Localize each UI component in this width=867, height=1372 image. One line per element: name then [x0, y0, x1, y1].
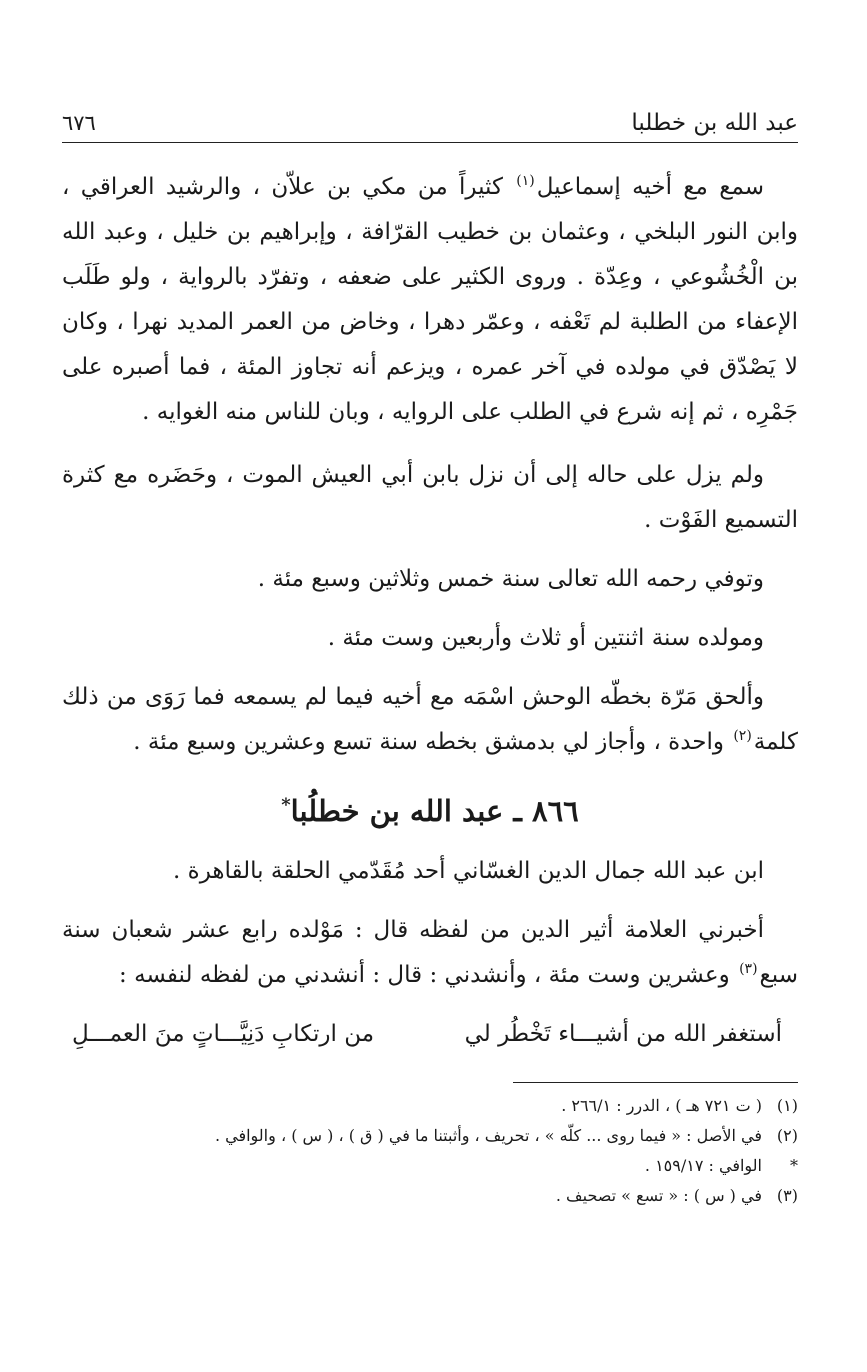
paragraph-entry-report-part1: أخبرني العلامة أثير الدين من لفظه قال : مَوْلده رابع عشر شعبان سنة سبع [62, 917, 798, 988]
footnotes [62, 1091, 798, 1211]
paragraph-biography [62, 165, 798, 435]
page-number: ٦٧٦ [62, 111, 96, 135]
footnote-mark: (١) [776, 1096, 798, 1115]
paragraph-entry-report [62, 908, 798, 998]
running-head [62, 110, 798, 143]
entry-heading [62, 791, 798, 831]
footnote-item [62, 1181, 798, 1211]
paragraph-addition-part1: وألحق مَرّة بخطّه الوحش اسْمَه مع أخيه فيما لم يسمعه فما رَوَى من ذلك كلمة [62, 684, 798, 755]
running-head-title: عبد الله بن خطلبا [631, 110, 798, 136]
entry-heading-text: ٨٦٦ ـ عبد الله بن خطلُبا [290, 794, 579, 828]
main-text [62, 165, 798, 1056]
poem-verse [62, 1012, 782, 1056]
footnote-text: في ( س ) : « تسع » تصحيف . [555, 1186, 762, 1205]
footnote-item [62, 1091, 798, 1121]
footnote-item [62, 1121, 798, 1151]
footnote-text: الوافي : ١٥٩/١٧ . [644, 1156, 762, 1175]
footnote-ref-1: (١) [516, 173, 535, 190]
footnote-ref-3: (٣) [739, 961, 758, 978]
paragraph-entry-intro: ابن عبد الله جمال الدين الغسّاني أحد مُقَدّمي الحلقة بالقاهرة . [173, 858, 764, 884]
footnote-mark: * [790, 1156, 798, 1175]
footnote-divider [513, 1082, 798, 1083]
footnote-mark: (٢) [776, 1126, 798, 1145]
paragraph-birth-date: ومولده سنة اثنتين أو ثلاث وأربعين وست مئة . [327, 625, 764, 651]
verse-second-hemistich: من ارتكابِ دَنِيَّـــاتٍ منَ العمـــلِ [72, 1021, 375, 1047]
footnote-ref-2: (٢) [733, 728, 752, 745]
footnote-text: في الأصل : « فيما روى ... كلّه » ، تحريف ، وأثبتنا ما في ( ق ) ، ( س ) ، والوافي . [214, 1126, 762, 1145]
paragraph-biography-part2: كثيراً من مكي بن علاّن ، والرشيد العراقي ، وابن النور البلخي ، وعثمان بن خطيب القرّافة ، وإبراهيم بن خليل ، وعبد الله بن الْخُشُوعي ، وعِدّة . وروى الكثير على ضعفه ، وتفرّد بالرواية ، ولو طَلَب الإعفاء من الطلبة لم تَعْفه ، وعمّر دهرا ، وخاض من العمر المديد نهرا ، وكان لا يَصْدّق في مولده في آخر عمره ، ويزعم أنه تجاوز المئة ، فما أصبره على جَمْرِه ، ثم إنه شرع في الطلب على الروايه ، وبان للناس منه الغوايه . [62, 174, 798, 425]
paragraph-death-context: ولم يزل على حاله إلى أن نزل بابن أبي العيش الموت ، وحَضَره مع كثرة التسميع الفَوْت . [62, 462, 798, 533]
book-page [62, 100, 798, 1211]
footnote-text: ( ت ٧٢١ هـ ) ، الدرر : ٢٦٦/١ . [561, 1096, 762, 1115]
paragraph-entry-report-part2: وعشرين وست مئة ، وأنشدني : قال : أنشدني من لفظه لنفسه : [119, 962, 730, 988]
footnote-item [62, 1151, 798, 1181]
paragraph-death-date: وتوفي رحمه الله تعالى سنة خمس وثلاثين وسبع مئة . [257, 566, 764, 592]
paragraph-addition-part2: واحدة ، وأجاز لي بدمشق بخطه سنة تسع وعشرين وسبع مئة . [133, 729, 725, 755]
paragraph-biography-part1: سمع مع أخيه إسماعيل [536, 174, 765, 200]
verse-first-hemistich: أستغفر الله من أشيـــاء تَخْطُر لي [464, 1021, 782, 1047]
paragraph-addition [62, 675, 798, 765]
entry-heading-star: * [281, 794, 291, 816]
footnote-mark: (٣) [776, 1186, 798, 1205]
